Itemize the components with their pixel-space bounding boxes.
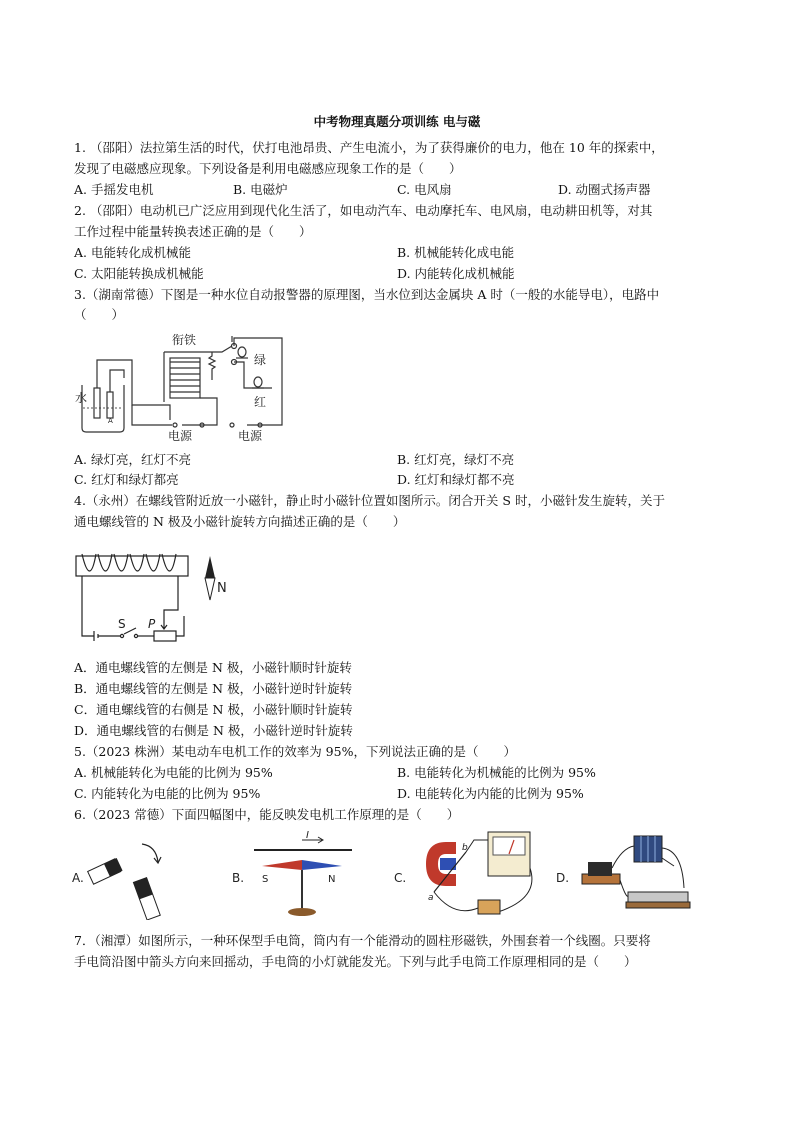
q4-option-a: A．通电螺线管的左侧是 N 极，小磁针顺时针旋转 (74, 660, 352, 675)
q1-stem-line1: 1. （邵阳）法拉第生活的时代，伏打电池昂贵、产生电流小，为了获得廉价的电力，他在 10 年的探索中， (74, 140, 664, 155)
q6-figure-b (232, 830, 362, 920)
q6-point-a-label: a (428, 893, 434, 903)
water-label: 水 (75, 391, 88, 405)
q6-north-label: N (328, 874, 336, 885)
q5-option-d: D. 电能转化为内能的比例为 95% (397, 786, 584, 801)
q4-stem-line1: 4.（永州）在螺线管附近放一小磁针，静止时小磁针位置如图所示。闭合开关 S 时，小磁针发生旋转，关于 (74, 493, 665, 508)
page-title: 中考物理真题分项训练 电与磁 (313, 114, 481, 129)
q2-stem-line1: 2. （邵阳）电动机已广泛应用到现代化生活了，如电动汽车、电动摩托车、电风扇，电动耕田机等，对其 (74, 203, 653, 218)
q6-figure-d (556, 828, 706, 924)
q6-label-d: D. (556, 871, 570, 885)
switch-label: S (118, 617, 126, 631)
q6-stem-line1: 6.（2023 常德）下面四幅图中，能反映发电机工作原理的是（ ） (74, 807, 460, 822)
q6-current-label: I (306, 830, 309, 841)
water-alarm-figure (72, 330, 302, 445)
q3-option-b: B. 红灯亮，绿灯不亮 (397, 452, 515, 467)
q4-option-c: C．通电螺线管的右侧是 N 极，小磁针顺时针旋转 (74, 702, 353, 717)
q5-stem-line1: 5.（2023 株洲）某电动车电机工作的效率为 95%，下列说法正确的是（ ） (74, 744, 516, 759)
q6-label-c: C. (394, 871, 407, 885)
metal-block-label: A (108, 417, 113, 425)
q5-option-a: A. 机械能转化为电能的比例为 95% (74, 765, 273, 780)
q3-option-c: C. 红灯和绿灯都亮 (74, 472, 179, 487)
q6-label-a: A. (72, 871, 84, 885)
q4-option-b: B．通电螺线管的左侧是 N 极，小磁针逆时针旋转 (74, 681, 353, 696)
q2-option-b: B. 机械能转化成电能 (397, 245, 515, 260)
q3-stem-line2: （ ） (74, 307, 125, 322)
power-label-2: 电源 (238, 429, 263, 443)
q4-stem-line2: 通电螺线管的 N 极及小磁针旋转方向描述正确的是（ ） (74, 514, 406, 529)
q1-option-d: D. 动圈式扬声器 (558, 182, 651, 197)
slider-label: P (148, 617, 156, 631)
power-label-1: 电源 (168, 429, 193, 443)
q6-figure-a (72, 830, 182, 920)
q2-option-a: A. 电能转化成机械能 (74, 245, 191, 260)
q2-option-d: D. 内能转化成机械能 (397, 266, 515, 281)
q5-option-b: B. 电能转化为机械能的比例为 95% (397, 765, 596, 780)
q2-option-c: C. 太阳能转换成机械能 (74, 266, 204, 281)
q1-option-b: B. 电磁炉 (233, 182, 288, 197)
q6-south-label: S (262, 874, 269, 885)
armature-label: 衔铁 (172, 333, 197, 347)
q3-stem-line1: 3.（湖南常德）下图是一种水位自动报警器的原理图，当水位到达金属块 A 时（一般的水能导电），电路中 (74, 287, 660, 302)
q7-stem-line1: 7．（湘潭）如图所示，一种环保型手电筒，筒内有一个能滑动的圆柱形磁铁，外围套着一个线圈。只要将 (74, 933, 651, 948)
green-lamp-label: 绿 (254, 353, 267, 367)
q1-option-c: C. 电风扇 (397, 182, 452, 197)
q3-option-a: A. 绿灯亮，红灯不亮 (74, 452, 191, 467)
q3-option-d: D. 红灯和绿灯都不亮 (397, 472, 515, 487)
q6-figure-c (394, 828, 544, 924)
q5-option-c: C. 内能转化为电能的比例为 95% (74, 786, 261, 801)
q6-label-b: B. (232, 871, 245, 885)
q1-stem-line2: 发现了电磁感应现象。下列设备是利用电磁感应现象工作的是（ ） (74, 161, 462, 176)
solenoid-compass-figure (72, 548, 242, 648)
q6-point-b-label: b (462, 843, 468, 853)
compass-north-label: N (217, 581, 227, 596)
q4-option-d: D．通电螺线管的右侧是 N 极，小磁针逆时针旋转 (74, 723, 353, 738)
q7-stem-line2: 手电筒沿图中箭头方向来回摇动，手电筒的小灯就能发光。下列与此手电筒工作原理相同的是（ ） (74, 954, 637, 969)
q1-option-a: A. 手摇发电机 (74, 182, 154, 197)
red-lamp-label: 红 (254, 395, 267, 409)
q2-stem-line2: 工作过程中能量转换表述正确的是（ ） (74, 224, 312, 239)
